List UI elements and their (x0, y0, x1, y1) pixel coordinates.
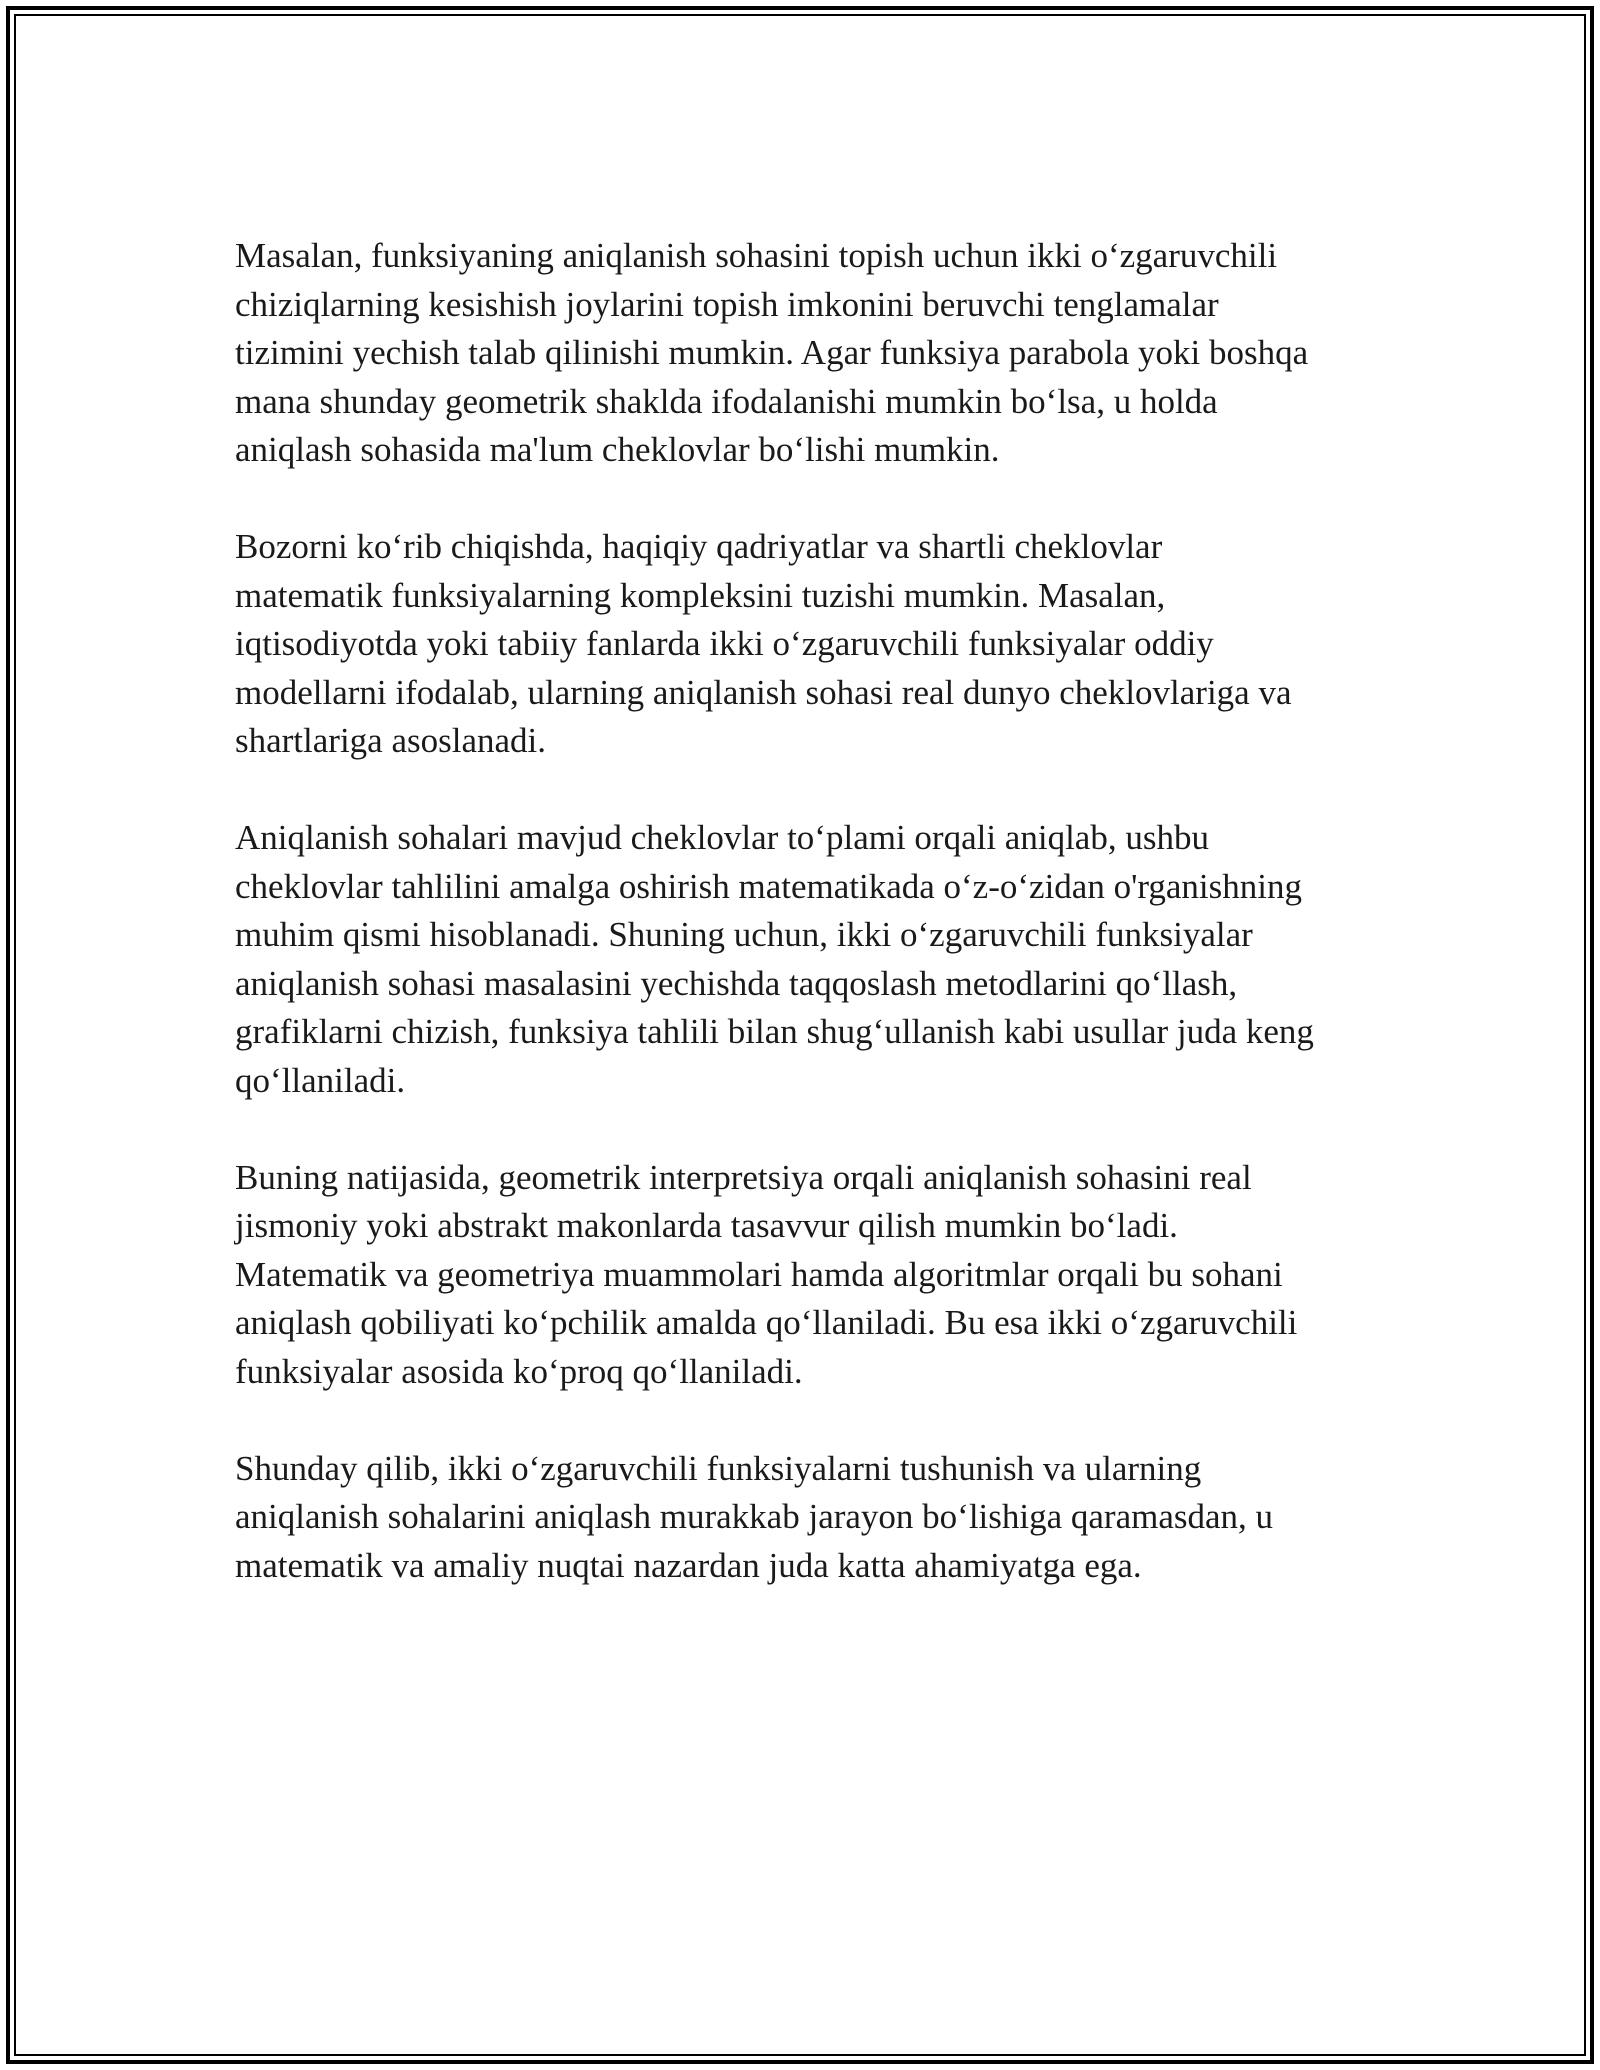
text-line: mana shunday geometrik shaklda ifodalanishi mumkin bo‘lsa, u holda (235, 381, 1218, 421)
text-line: cheklovlar tahlilini amalga oshirish matematikada o‘z-o‘zidan o'rganishning (235, 866, 1303, 906)
text-line: Aniqlanish sohalari mavjud cheklovlar to‘plami orqali aniqlab, ushbu (235, 818, 1209, 857)
text-line: qo‘llaniladi. (235, 1060, 406, 1100)
text-line: tizimini yechish talab qilinishi mumkin. Agar funksiya parabola yoki boshqa (235, 333, 1309, 372)
text-line: matematik va amaliy nuqtai nazardan juda katta ahamiyatga ega. (235, 1545, 1142, 1585)
text-line: funksiyalar asosida ko‘proq qo‘llaniladi. (235, 1351, 803, 1391)
paragraph-1 (235, 232, 1375, 475)
paragraph-4 (235, 1154, 1375, 1397)
text-line: aniqlanish sohasi masalasini yechishda taqqoslash metodlarini qo‘llash, (235, 963, 1238, 1003)
text-line: aniqlanish sohalarini aniqlash murakkab jarayon bo‘lishiga qaramasdan, u (235, 1497, 1274, 1536)
text-line: grafiklarni chizish, funksiya tahlili bilan shug‘ullanish kabi usullar juda keng (235, 1012, 1314, 1051)
text-line: Bozorni ko‘rib chiqishda, haqiqiy qadriyatlar va shartli cheklovlar (235, 527, 1163, 566)
text-line: chiziqlarning kesishish joylarini topish imkonini beruvchi tenglamalar (235, 284, 1219, 324)
paragraph-2 (235, 523, 1375, 766)
text-line: Buning natijasida, geometrik interpretsiya orqali aniqlanish sohasini real (235, 1157, 1252, 1197)
text-line: matematik funksiyalarning kompleksini tuzishi mumkin. Masalan, (235, 575, 1166, 615)
text-line: aniqlash sohasida ma'lum cheklovlar bo‘lishi mumkin. (235, 430, 1000, 469)
text-line: shartlariga asoslanadi. (235, 721, 547, 760)
text-line: Matematik va geometriya muammolari hamda algoritmlar orqali bu sohani (235, 1254, 1283, 1294)
text-line: aniqlash qobiliyati ko‘pchilik amalda qo‘llaniladi. Bu esa ikki o‘zgaruvchili (235, 1303, 1298, 1342)
paragraph-3 (235, 814, 1375, 1105)
text-line: muhim qismi hisoblanadi. Shuning uchun, ikki o‘zgaruvchili funksiyalar (235, 915, 1253, 954)
document-body (235, 232, 1375, 1639)
text-line: modellarni ifodalab, ularning aniqlanish sohasi real dunyo cheklovlariga va (235, 672, 1292, 712)
text-line: Shunday qilib, ikki o‘zgaruvchili funksiyalarni tushunish va ularning (235, 1448, 1202, 1488)
text-line: Masalan, funksiyaning aniqlanish sohasini topish uchun ikki o‘zgaruvchili (235, 236, 1278, 275)
text-line: jismoniy yoki abstrakt makonlarda tasavvur qilish mumkin bo‘ladi. (235, 1206, 1178, 1245)
text-line: iqtisodiyotda yoki tabiiy fanlarda ikki o‘zgaruvchili funksiyalar oddiy (235, 624, 1214, 663)
paragraph-5 (235, 1445, 1375, 1591)
